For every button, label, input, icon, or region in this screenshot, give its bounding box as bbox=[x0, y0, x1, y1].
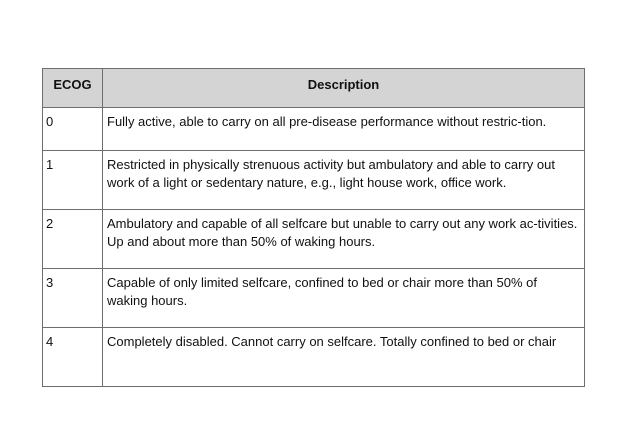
table-row bbox=[43, 108, 585, 151]
description-text: Capable of only limited selfcare, confined to bed or chair more than 50% of waking hours. bbox=[107, 275, 537, 308]
grade-cell bbox=[43, 151, 103, 210]
header-description bbox=[103, 69, 585, 108]
table-row bbox=[43, 151, 585, 210]
grade-value: 3 bbox=[46, 275, 54, 290]
grade-cell bbox=[43, 269, 103, 328]
description-text: Fully active, able to carry on all pre-disease performance without restric-tion. bbox=[107, 114, 547, 129]
header-row bbox=[43, 69, 585, 108]
description-cell bbox=[103, 328, 585, 387]
ecog-performance-table bbox=[42, 68, 585, 387]
header-ecog bbox=[43, 69, 103, 108]
description-cell bbox=[103, 108, 585, 151]
grade-cell bbox=[43, 210, 103, 269]
grade-value: 2 bbox=[46, 216, 54, 231]
grade-cell bbox=[43, 108, 103, 151]
table-row bbox=[43, 210, 585, 269]
header-description-label: Description bbox=[307, 77, 380, 92]
description-text: Completely disabled. Cannot carry on selfcare. Totally confined to bed or chair bbox=[107, 334, 557, 349]
description-cell bbox=[103, 269, 585, 328]
grade-cell bbox=[43, 328, 103, 387]
description-text: Restricted in physically strenuous activity but ambulatory and able to carry out work of a light or sedentary nature, e.g., light house work, office work. bbox=[107, 157, 555, 190]
grade-value: 1 bbox=[46, 157, 54, 172]
grade-value: 0 bbox=[46, 114, 54, 129]
description-cell bbox=[103, 210, 585, 269]
description-text: Ambulatory and capable of all selfcare but unable to carry out any work ac-tivities. Up and about more than 50% of waking hours. bbox=[107, 216, 578, 249]
grade-value: 4 bbox=[46, 334, 54, 349]
table-row bbox=[43, 328, 585, 387]
table-header bbox=[43, 69, 585, 108]
description-cell bbox=[103, 151, 585, 210]
header-ecog-label: ECOG bbox=[53, 77, 92, 92]
table-row bbox=[43, 269, 585, 328]
table-body bbox=[43, 108, 585, 387]
